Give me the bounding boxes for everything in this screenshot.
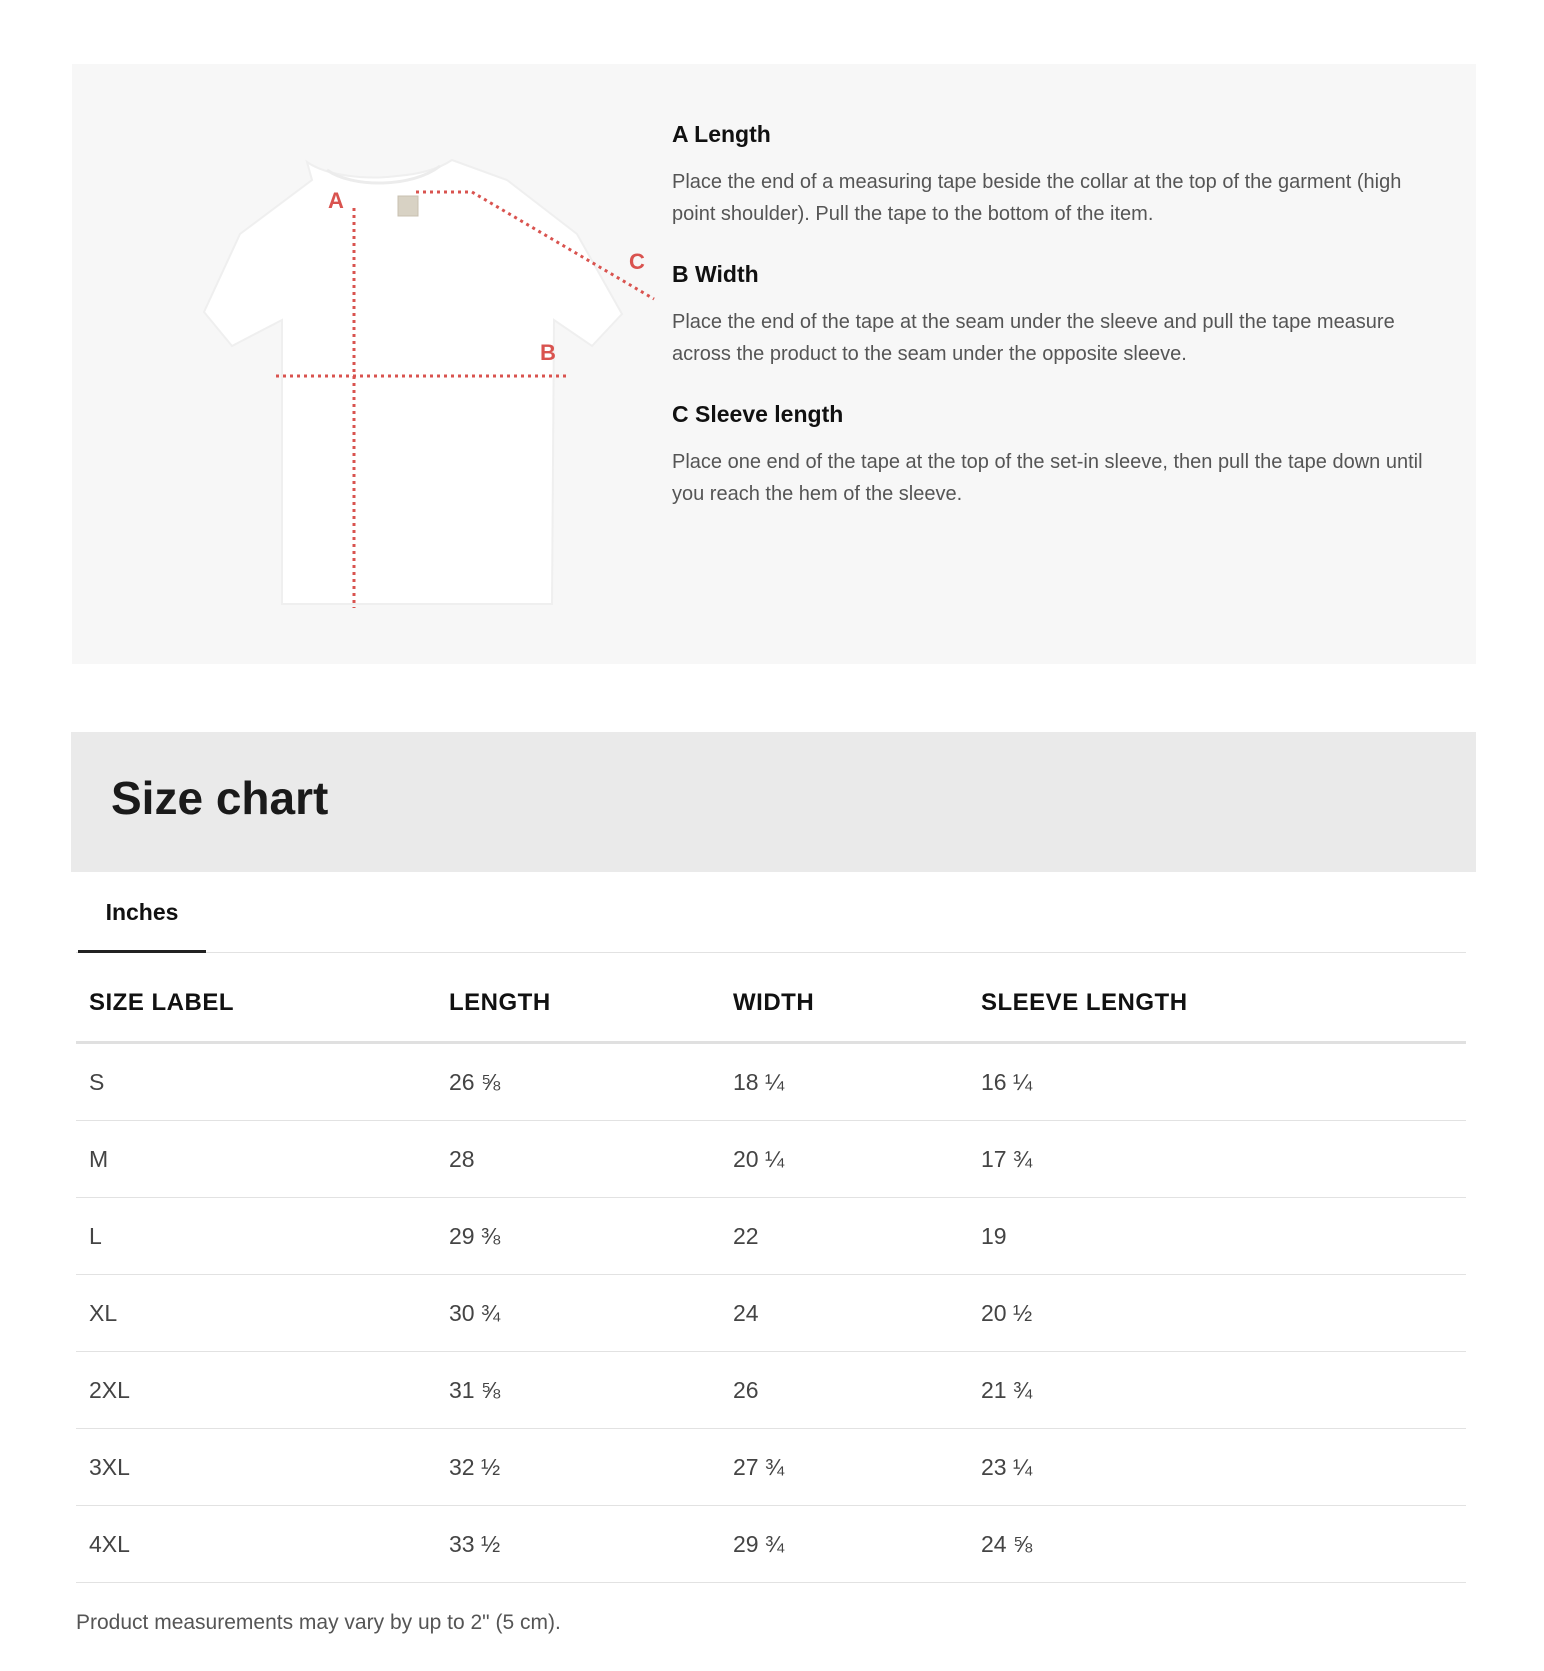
size-cell: XL (76, 1275, 436, 1352)
width-cell: 27 ¾ (720, 1429, 968, 1506)
width-cell: 22 (720, 1198, 968, 1275)
table-row (76, 1506, 1466, 1583)
length-cell: 33 ½ (436, 1506, 720, 1583)
table-row (76, 1352, 1466, 1429)
width-cell: 20 ¼ (720, 1121, 968, 1198)
header-length: LENGTH (436, 965, 720, 1043)
table-row (76, 1043, 1466, 1121)
sleeve-cell: 16 ¼ (968, 1043, 1466, 1121)
label-c: C (629, 249, 645, 274)
unit-tabs (76, 872, 1466, 953)
length-instruction (672, 120, 1432, 230)
length-description: Place the end of a measuring tape beside the collar at the top of the garment (high point shoulder). Pull the tape to the bottom of the item. (672, 171, 1402, 225)
label-a: A (328, 188, 344, 213)
width-cell: 18 ¼ (720, 1043, 968, 1121)
table-row (76, 1429, 1466, 1506)
sleeve-title: C Sleeve length (672, 401, 844, 427)
width-cell: 26 (720, 1352, 968, 1429)
sleeve-cell: 21 ¾ (968, 1352, 1466, 1429)
header-size-label: SIZE LABEL (76, 965, 436, 1043)
size-cell: 4XL (76, 1506, 436, 1583)
sleeve-description: Place one end of the tape at the top of the set-in sleeve, then pull the tape down until you reach the hem of the sleeve. (672, 451, 1423, 505)
size-cell: M (76, 1121, 436, 1198)
table-row (76, 1275, 1466, 1352)
width-description: Place the end of the tape at the seam under the sleeve and pull the tape measure across the product to the seam under the opposite sleeve. (672, 311, 1395, 365)
length-cell: 32 ½ (436, 1429, 720, 1506)
label-b: B (540, 340, 556, 365)
sleeve-instruction (672, 400, 1432, 510)
size-cell: S (76, 1043, 436, 1121)
measurement-guide-panel (72, 64, 1476, 664)
length-cell: 31 ⅝ (436, 1352, 720, 1429)
sleeve-cell: 20 ½ (968, 1275, 1466, 1352)
size-cell: L (76, 1198, 436, 1275)
measurement-instructions (672, 120, 1432, 540)
width-instruction (672, 260, 1432, 370)
sleeve-cell: 24 ⅝ (968, 1506, 1466, 1583)
size-cell: 2XL (76, 1352, 436, 1429)
width-cell: 24 (720, 1275, 968, 1352)
size-chart-header (71, 732, 1476, 872)
sleeve-cell: 23 ¼ (968, 1429, 1466, 1506)
table-header-row (76, 965, 1466, 1043)
tab-inches[interactable]: Inches (78, 872, 206, 953)
table-row (76, 1121, 1466, 1198)
measurement-footnote: Product measurements may vary by up to 2" (5 cm). (76, 1611, 561, 1634)
size-chart-title: Size chart (111, 772, 329, 824)
sleeve-cell: 19 (968, 1198, 1466, 1275)
length-title: A Length (672, 121, 771, 147)
tshirt-measurement-diagram (122, 84, 682, 664)
table-row (76, 1198, 1466, 1275)
width-cell: 29 ¾ (720, 1506, 968, 1583)
length-cell: 26 ⅝ (436, 1043, 720, 1121)
length-cell: 29 ⅜ (436, 1198, 720, 1275)
header-width: WIDTH (720, 965, 968, 1043)
width-title: B Width (672, 261, 759, 287)
size-table (76, 965, 1466, 1583)
sleeve-cell: 17 ¾ (968, 1121, 1466, 1198)
tshirt-tag (398, 196, 418, 216)
length-cell: 30 ¾ (436, 1275, 720, 1352)
tshirt-shape (204, 160, 622, 604)
size-cell: 3XL (76, 1429, 436, 1506)
length-cell: 28 (436, 1121, 720, 1198)
header-sleeve-length: SLEEVE LENGTH (968, 965, 1466, 1043)
